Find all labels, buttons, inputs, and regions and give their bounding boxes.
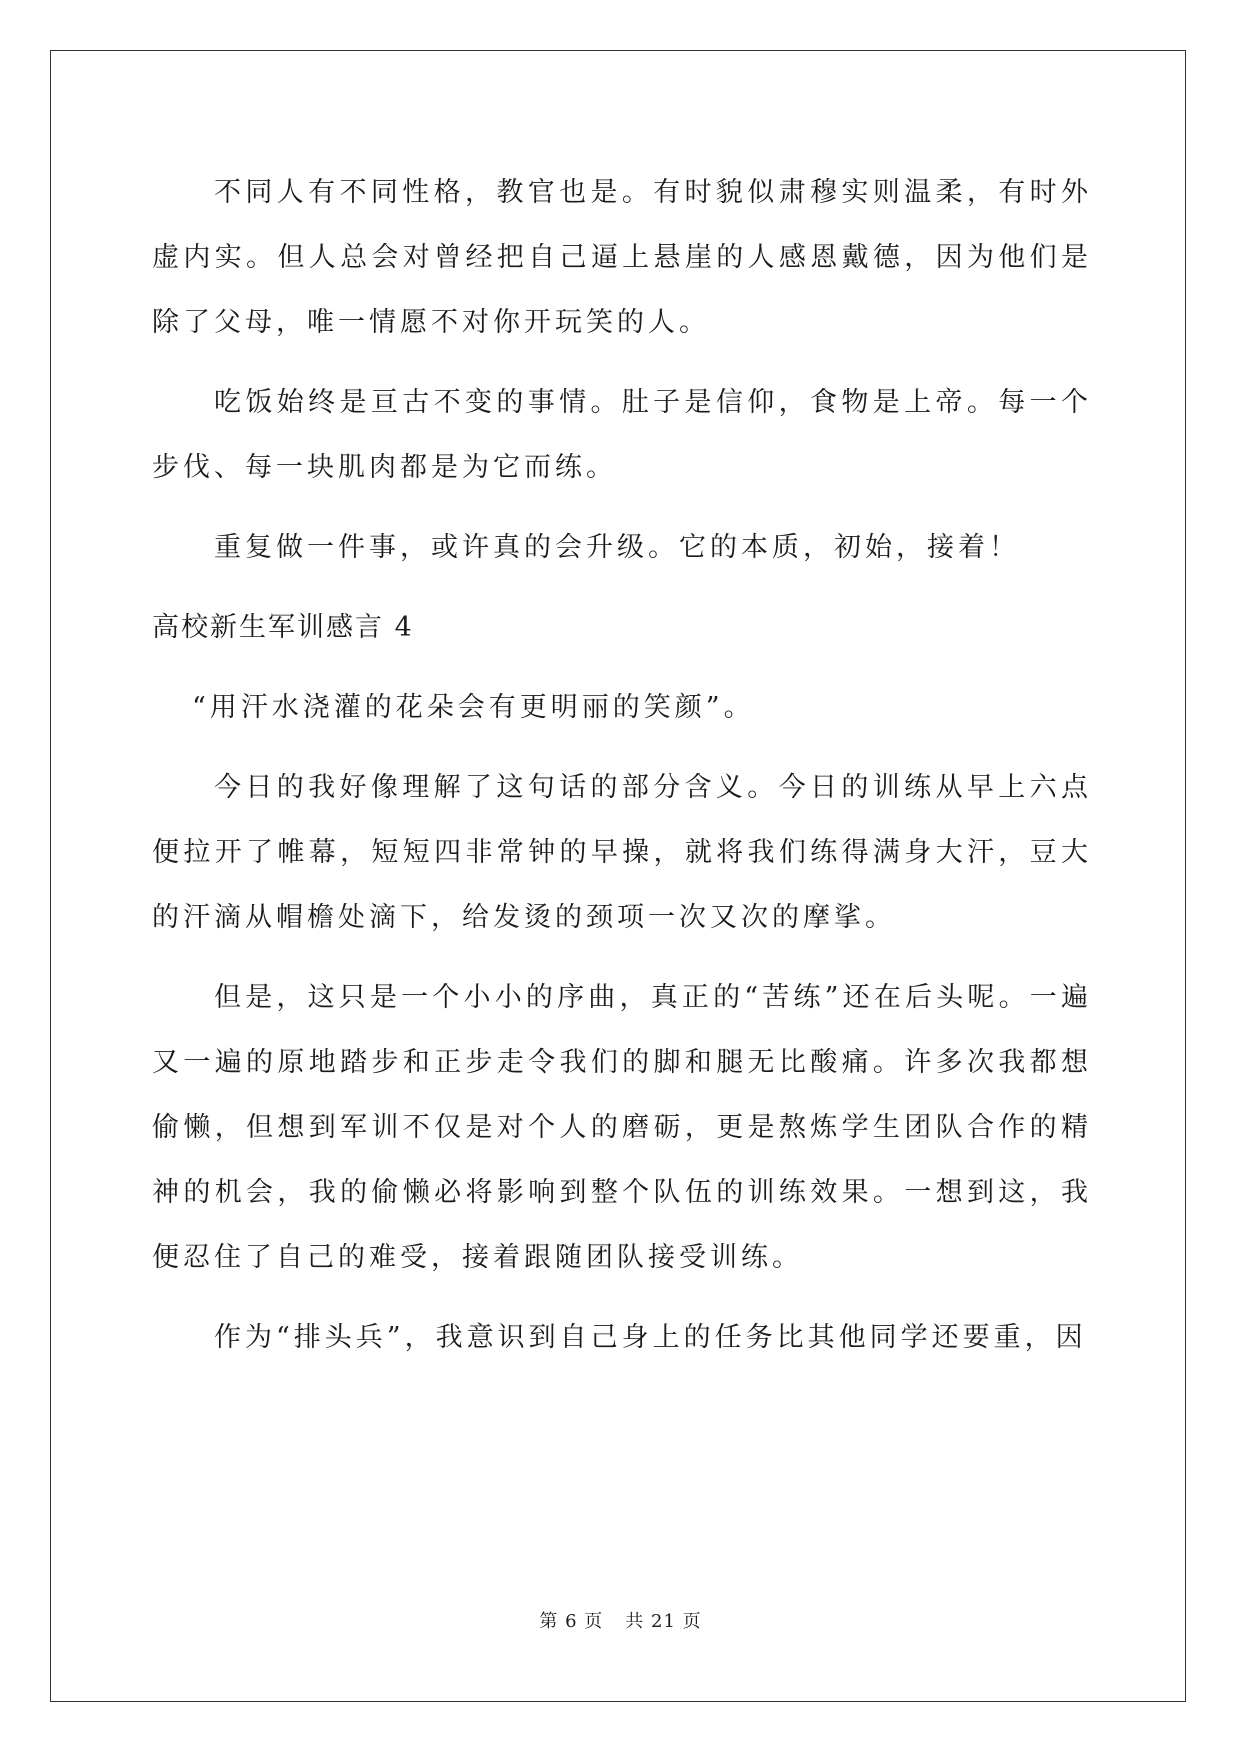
document-body (152, 160, 1092, 1385)
paragraph-2: 吃饭始终是亘古不变的事情。肚子是信仰，食物是上帝。每一个步伐、每一块肌肉都是为它而练。 (152, 387, 1092, 483)
quote-paragraph: “用汗水浇灌的花朵会有更明丽的笑颜”。 (192, 692, 755, 723)
section-heading: 高校新生军训感言 4 (152, 612, 414, 643)
paragraph-6: 作为“排头兵”，我意识到自己身上的任务比其他同学还要重，因 (214, 1322, 1087, 1353)
paragraph-3: 重复做一件事，或许真的会升级。它的本质，初始，接着！ (214, 532, 1020, 563)
paragraph-4: 今日的我好像理解了这句话的部分含义。今日的训练从早上六点便拉开了帷幕，短短四非常钟的早操，就将我们练得满身大汗，豆大的汗滴从帽檐处滴下，给发烫的颈项一次又次的摩挲。 (152, 772, 1092, 933)
total-pages: 共 21 页 (625, 1611, 702, 1632)
page-number: 第 6 页 (539, 1611, 604, 1632)
paragraph-5: 但是，这只是一个小小的序曲，真正的“苦练”还在后头呢。一遍又一遍的原地踏步和正步走令我们的脚和腿无比酸痛。许多次我都想偷懒，但想到军训不仅是对个人的磨砺，更是熬炼学生团队合作的精神的机会，我的偷懒必将影响到整个队伍的训练效果。一想到这，我便忍住了自己的难受，接着跟随团队接受训练。 (152, 982, 1092, 1273)
paragraph-1: 不同人有不同性格，教官也是。有时貌似肃穆实则温柔，有时外虚内实。但人总会对曾经把自己逼上悬崖的人感恩戴德，因为他们是除了父母，唯一情愿不对你开玩笑的人。 (152, 177, 1092, 338)
page-footer (0, 1607, 1241, 1633)
